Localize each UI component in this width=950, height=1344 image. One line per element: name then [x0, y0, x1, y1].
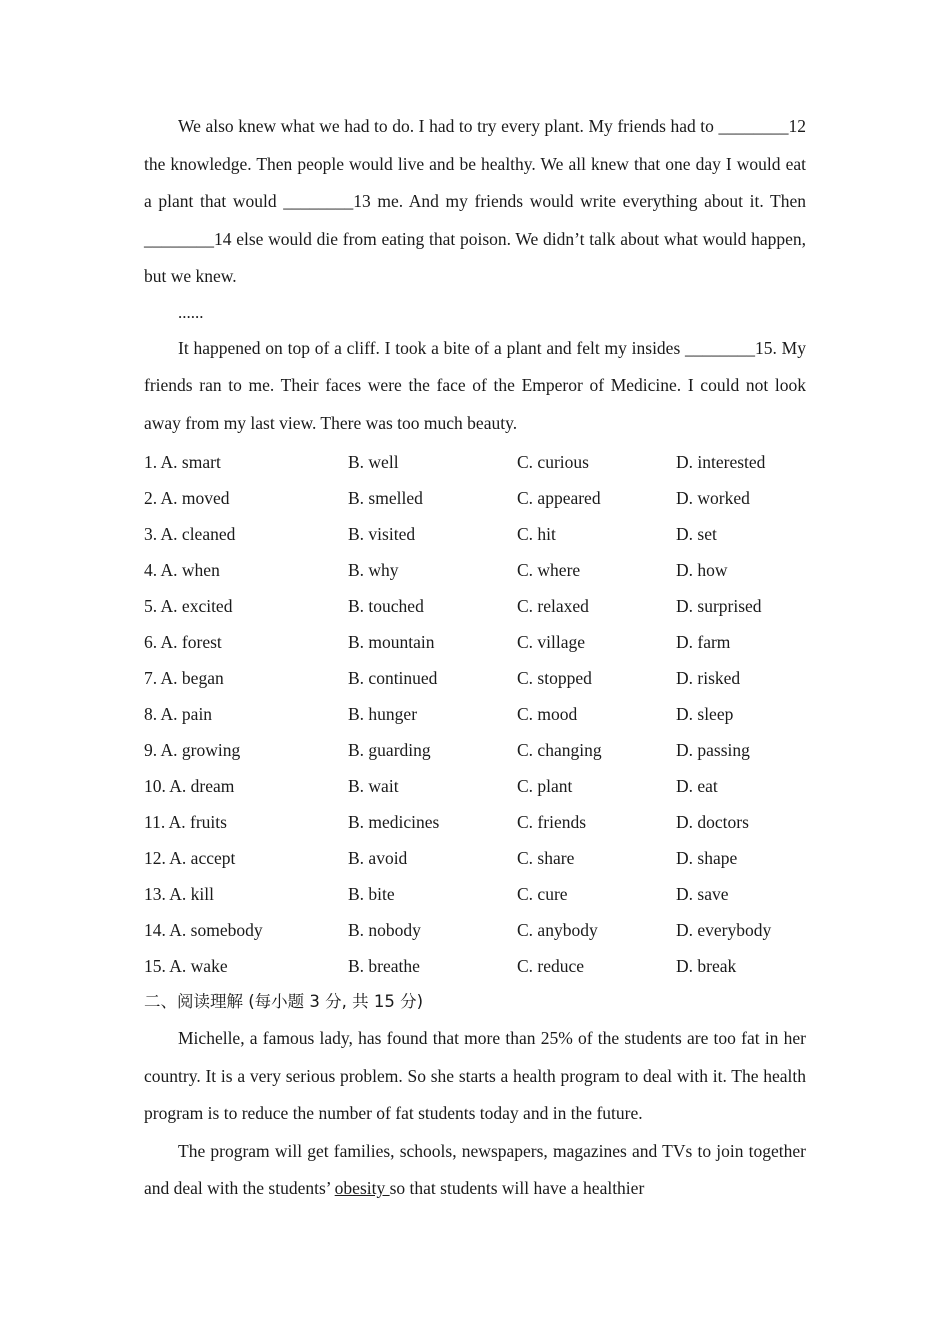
option-a: 3. A. cleaned: [144, 523, 236, 544]
option-d: D. risked: [676, 667, 741, 688]
option-d: D. everybody: [676, 919, 772, 940]
option-c: C. where: [517, 559, 581, 580]
option-a: 7. A. began: [144, 667, 224, 688]
option-d: D. save: [676, 883, 729, 904]
option-b: B. continued: [348, 667, 438, 688]
option-b: B. medicines: [348, 811, 440, 832]
option-a: 13. A. kill: [144, 883, 215, 904]
reading-paragraph-2: [144, 1133, 806, 1208]
passage-paragraph-2: It happened on top of a cliff. I took a bite of a plant and felt my insides ________15. My friends ran to me. Their faces were the face of the Emperor of Medicine. I could not look away from my last view. There was too much beauty.: [144, 337, 806, 433]
option-c: C. anybody: [517, 919, 598, 940]
option-b: B. visited: [348, 523, 416, 544]
option-c: C. reduce: [517, 955, 585, 976]
option-a: 9. A. growing: [144, 739, 241, 760]
option-row: [144, 480, 806, 516]
option-d: D. passing: [676, 739, 750, 760]
option-c: C. hit: [517, 523, 556, 544]
option-row: [144, 804, 806, 840]
option-d: D. surprised: [676, 595, 762, 616]
option-row: [144, 696, 806, 732]
option-b: B. why: [348, 559, 399, 580]
option-c: C. changing: [517, 739, 602, 760]
option-a: 4. A. when: [144, 559, 220, 580]
option-c: C. mood: [517, 703, 578, 724]
option-b: B. mountain: [348, 631, 435, 652]
option-a: 15. A. wake: [144, 955, 228, 976]
option-b: B. wait: [348, 775, 399, 796]
option-d: D. interested: [676, 451, 766, 472]
option-b: B. well: [348, 451, 399, 472]
option-b: B. breathe: [348, 955, 420, 976]
option-a: 6. A. forest: [144, 631, 222, 652]
underlined-word: obesity: [334, 1178, 390, 1198]
option-b: B. touched: [348, 595, 424, 616]
option-d: D. eat: [676, 775, 718, 796]
option-a: 11. A. fruits: [144, 811, 227, 832]
reading-text-before: The program will get families, schools, newspapers, magazines and TVs to join together and deal with the students’: [144, 1140, 806, 1198]
option-a: 2. A. moved: [144, 487, 230, 508]
option-c: C. friends: [517, 811, 587, 832]
document-page: [144, 108, 806, 1208]
option-b: B. avoid: [348, 847, 408, 868]
option-d: D. farm: [676, 631, 731, 652]
option-d: D. worked: [676, 487, 750, 508]
option-row: [144, 660, 806, 696]
option-row: [144, 840, 806, 876]
option-row: [144, 588, 806, 624]
option-b: B. nobody: [348, 919, 421, 940]
option-row: [144, 876, 806, 912]
option-c: C. appeared: [517, 487, 601, 508]
option-c: C. village: [517, 631, 586, 652]
option-b: B. bite: [348, 883, 395, 904]
option-a: 5. A. excited: [144, 595, 233, 616]
option-d: D. how: [676, 559, 728, 580]
option-a: 14. A. somebody: [144, 919, 263, 940]
option-c: C. share: [517, 847, 575, 868]
option-d: D. shape: [676, 847, 738, 868]
option-b: B. hunger: [348, 703, 418, 724]
option-c: C. curious: [517, 451, 589, 472]
passage-ellipsis: ......: [178, 302, 204, 322]
option-row: [144, 444, 806, 480]
section-heading: 二、阅读理解 (每小题 3 分, 共 15 分): [144, 992, 424, 1011]
reading-paragraph-1: Michelle, a famous lady, has found that more than 25% of the students are too fat in her country. It is a very serious problem. So she starts a health program to deal with it. The health program is to reduce the number of fat students today and in the future.: [144, 1028, 806, 1123]
option-row: [144, 768, 806, 804]
option-b: B. guarding: [348, 739, 431, 760]
option-row: [144, 948, 806, 984]
reading-text-after: so that students will have a healthier: [389, 1178, 645, 1198]
answer-options: [144, 444, 806, 984]
option-d: D. break: [676, 955, 737, 976]
option-b: B. smelled: [348, 487, 423, 508]
option-a: 1. A. smart: [144, 451, 221, 472]
option-d: D. sleep: [676, 703, 734, 724]
option-d: D. doctors: [676, 811, 749, 832]
option-a: 8. A. pain: [144, 703, 213, 724]
option-row: [144, 912, 806, 948]
option-c: C. stopped: [517, 667, 592, 688]
passage-paragraph-1: We also knew what we had to do. I had to try every plant. My friends had to ________12 the knowledge. Then people would live and be healthy. We all knew that one day I would eat a plant that would ________13 me. And my friends would write everything about it. Then ________14 else would die from eating that poison. We didn’t talk about what would happen, but we knew.: [144, 116, 806, 286]
option-row: [144, 732, 806, 768]
option-d: D. set: [676, 523, 717, 544]
option-a: 12. A. accept: [144, 847, 236, 868]
option-c: C. plant: [517, 775, 573, 796]
option-row: [144, 516, 806, 552]
option-row: [144, 552, 806, 588]
option-c: C. cure: [517, 883, 568, 904]
option-row: [144, 624, 806, 660]
option-a: 10. A. dream: [144, 775, 235, 796]
option-c: C. relaxed: [517, 595, 589, 616]
